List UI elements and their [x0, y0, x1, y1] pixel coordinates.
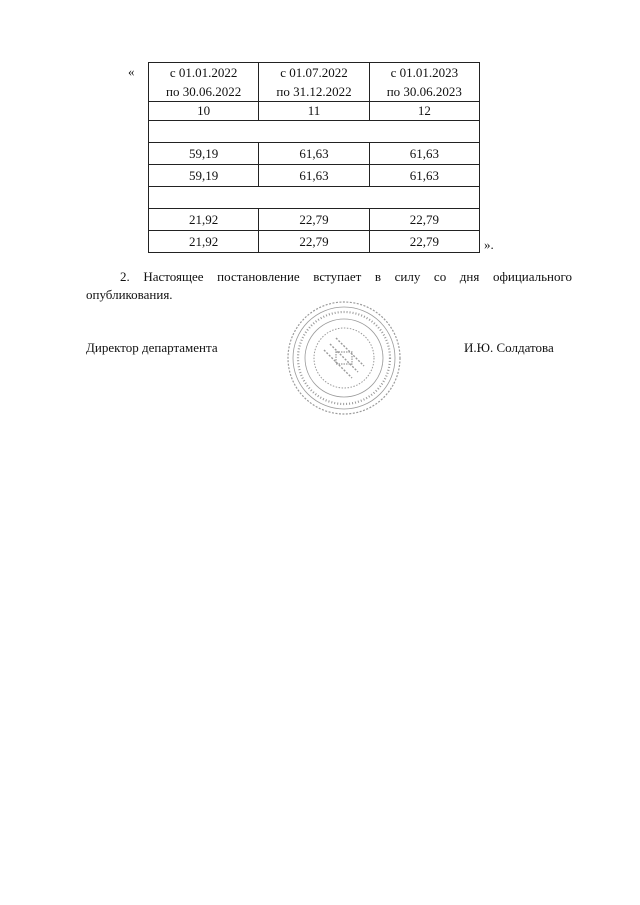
value-cell: 22,79 [259, 231, 369, 253]
column-number: 10 [149, 102, 259, 121]
section-cell [149, 187, 480, 209]
value-cell: 59,19 [149, 165, 259, 187]
header-cell: с 01.07.2022 по 31.12.2022 [259, 63, 369, 102]
value-cell: 21,92 [149, 209, 259, 231]
signatory-title: Директор департамента [86, 340, 218, 355]
official-seal-icon [286, 300, 402, 416]
column-number: 11 [259, 102, 369, 121]
column-number: 12 [369, 102, 479, 121]
table-row [149, 209, 480, 231]
value-cell: 21,92 [149, 231, 259, 253]
value-cell: 61,63 [259, 143, 369, 165]
header-cell: с 01.01.2022 по 30.06.2022 [149, 63, 259, 102]
column-number-row [149, 102, 480, 121]
table-row [149, 231, 480, 253]
tariff-table [148, 62, 480, 253]
signatory-name: И.Ю. Солдатова [464, 340, 554, 355]
section-row [149, 121, 480, 143]
table-row [149, 143, 480, 165]
section-row [149, 187, 480, 209]
table-header-row [149, 63, 480, 102]
value-cell: 59,19 [149, 143, 259, 165]
section-cell [149, 121, 480, 143]
closing-quote: ». [484, 237, 494, 252]
header-cell: с 01.01.2023 по 30.06.2023 [369, 63, 479, 102]
effective-date-paragraph: 2. Настоящее постановление вступает в силу со дня официального опубликования. [86, 269, 572, 302]
opening-quote: « [128, 64, 135, 79]
value-cell: 22,79 [259, 209, 369, 231]
value-cell: 61,63 [369, 143, 479, 165]
value-cell: 22,79 [369, 209, 479, 231]
value-cell: 61,63 [259, 165, 369, 187]
table-row [149, 165, 480, 187]
value-cell: 22,79 [369, 231, 479, 253]
value-cell: 61,63 [369, 165, 479, 187]
